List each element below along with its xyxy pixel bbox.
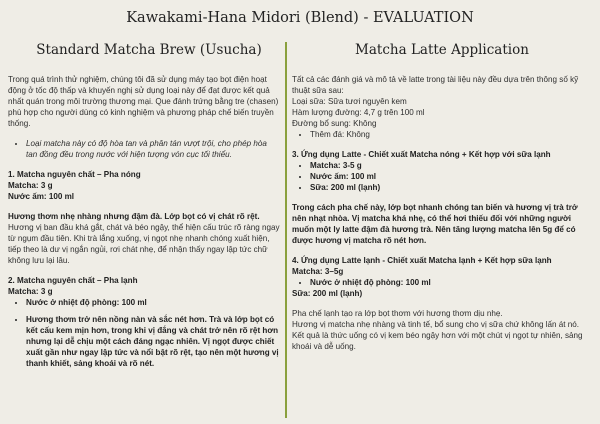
hot-brew-taste-summary: Hương thơm nhẹ nhàng nhưng đậm đà. Lớp bọt có vị chát rõ rệt. bbox=[8, 212, 260, 221]
hot-brew-taste-notes: Hương vị ban đầu khá gắt, chát và béo ngậy, thể hiện cấu trúc rõ ràng ngay từ ngụm đầu tiên. Khi trà lắng xuống, vị ngọt nhẹ nhanh chóng xuất hiện, tiếp theo là dư vị ngắn ngủi, rơi chát nhẹ, để nhận thấy ngay lập tức chữ không lưu lại lâu. bbox=[8, 223, 280, 265]
cold-latte-matcha: Matcha: 3–5g bbox=[292, 267, 344, 276]
milk-sugar: Hàm lượng đường: 4,7 g trên 100 ml bbox=[292, 108, 425, 117]
cold-latte-spec-list bbox=[292, 277, 592, 288]
milk-type: Loại sữa: Sữa tươi nguyên kem bbox=[292, 97, 407, 106]
standard-brew-column bbox=[8, 42, 280, 369]
cold-brew-spec-list bbox=[8, 297, 280, 308]
hot-brew-water: Nước ấm: 100 ml bbox=[8, 192, 75, 201]
cold-latte-milk: Sữa: 200 ml (lạnh) bbox=[292, 289, 363, 298]
hot-latte-matcha: • Matcha: 3-5 g bbox=[310, 160, 592, 171]
latte-intro: Tất cả các đánh giá và mô tả về latte trong tài liệu này đều dựa trên thông số kỹ thuật sữa sau: bbox=[292, 75, 579, 95]
cold-brew-taste-list bbox=[8, 314, 280, 369]
hot-latte-heading: 3. Ứng dụng Latte - Chiết xuất Matcha nóng + Kết hợp với sữa lạnh bbox=[292, 150, 551, 159]
standard-brew-heading: Standard Matcha Brew (Usucha) bbox=[36, 42, 262, 58]
latte-column bbox=[292, 42, 592, 352]
hot-latte-water: • Nước ấm: 100 ml bbox=[310, 171, 592, 182]
cold-brew-heading: 2. Matcha nguyên chất – Pha lạnh bbox=[8, 276, 138, 285]
additives-list bbox=[292, 129, 592, 140]
document-title: Kawakami-Hana Midori (Blend) - EVALUATION bbox=[126, 10, 474, 26]
solubility-note: • Loại matcha này có độ hòa tan và phân tán vượt trội, cho phép hòa tan đồng đều trong nước với hiện tượng vón cục tối thiểu. bbox=[26, 138, 280, 160]
cold-latte-water: • Nước ở nhiệt độ phòng: 100 ml bbox=[310, 277, 592, 288]
hot-brew-heading: 1. Matcha nguyên chất – Pha nóng bbox=[8, 170, 141, 179]
column-divider bbox=[285, 42, 287, 418]
cold-brew-taste-notes: • Hương thơm trở nên nồng nàn và sắc nét hơn. Trà và lớp bọt có kết cấu kem mịn hơn, trong khi vị đắng và chát trở nên rõ rệt hơn nhưng lại dễ chịu một cách đáng ngạc nhiên. Vị ngọt được chiết xuất gần như ngay lập tức và nổi bật rõ rệt, tạo nên một hương vị thanh khiết, sảng khoái và rõ nét. bbox=[26, 314, 280, 369]
cold-latte-taste-foam: Pha chế lạnh tạo ra lớp bọt thơm với hương thơm dịu nhẹ. bbox=[292, 309, 503, 318]
standard-brew-intro: Trong quá trình thử nghiệm, chúng tôi đã sử dụng máy tạo bọt điện hoạt động ở tốc độ thấp và khuyến nghị sử dụng loại này để đạt được kết quả nhất quán trong môi trường thương mại. Que đánh trứng bằng tre (chasen) phù hợp cho người dùng có kinh nghiệm và phương pháp chế biến truyền thống. bbox=[8, 75, 279, 128]
cold-latte-heading: 4. Ứng dụng Latte lạnh - Chiết xuất Matcha lạnh + Kết hợp sữa lạnh bbox=[292, 256, 552, 265]
cold-brew-matcha: Matcha: 3 g bbox=[8, 287, 53, 296]
cold-latte-taste-notes: Hương vị matcha nhẹ nhàng và tinh tế, bổ sung cho vị sữa chứ không lấn át nó. Kết quả là thức uống có vị kem béo ngậy hơn với một chút vị ngọt tự nhiên, sảng khoái và dễ uống. bbox=[292, 320, 583, 351]
hot-latte-taste-notes: Trong cách pha chế này, lớp bọt nhanh chóng tan biến và hương vị trà trở nên nhạt nhòa. Vị matcha khá nhẹ, có thể hơi thiếu đối với những người muốn một ly latte đậm đà hương trà. Nên tăng lượng matcha lên 5g để có được hương vị matcha rõ nét hơn. bbox=[292, 203, 578, 245]
hot-latte-milk: • Sữa: 200 ml (lạnh) bbox=[310, 182, 592, 193]
hot-brew-matcha: Matcha: 3 g bbox=[8, 181, 53, 190]
latte-heading: Matcha Latte Application bbox=[355, 42, 529, 58]
solubility-note-list bbox=[8, 138, 280, 160]
added-sugar: Đường bổ sung: Không bbox=[292, 119, 377, 128]
cold-brew-water: • Nước ở nhiệt độ phòng: 100 ml bbox=[26, 297, 280, 308]
hot-latte-spec-list bbox=[292, 160, 592, 193]
additives: • Thêm đá: Không bbox=[310, 129, 592, 140]
